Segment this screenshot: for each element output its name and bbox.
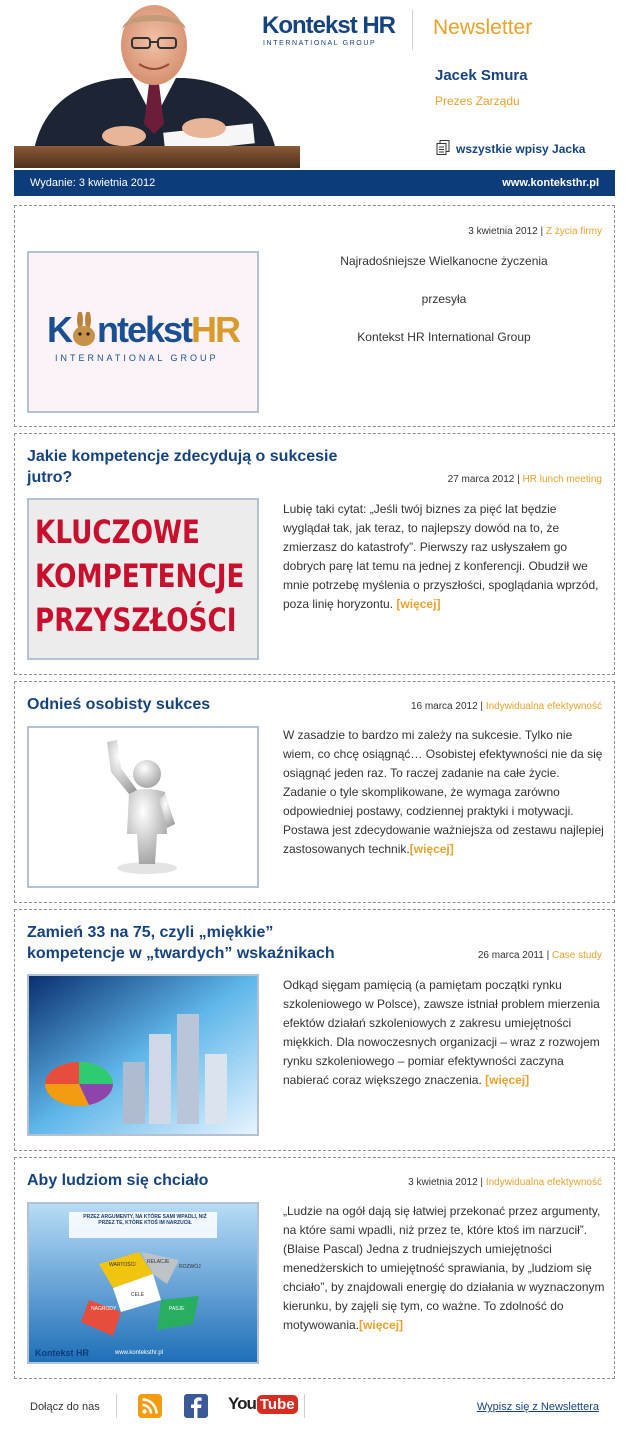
article-meta: 27 marca 2012 | HR lunch meeting bbox=[447, 474, 602, 485]
author-name: Jacek Smura bbox=[435, 67, 528, 84]
newsletter-header bbox=[0, 0, 629, 168]
logo-subtitle: INTERNATIONAL GROUP bbox=[55, 353, 219, 363]
article-excerpt bbox=[283, 976, 605, 1090]
article-title[interactable]: Zamień 33 na 75, czyli „miękkie” kompetencje w „twardych” wskaźnikach bbox=[27, 924, 335, 962]
article-soft-skills bbox=[14, 909, 615, 1151]
all-posts-link[interactable] bbox=[436, 140, 585, 158]
poster-site: www.konteksthr.pl bbox=[115, 1350, 164, 1356]
article-category[interactable]: Indywidualna efektywność bbox=[485, 701, 602, 712]
article-motivation bbox=[14, 1157, 615, 1379]
article-excerpt bbox=[283, 726, 605, 859]
greeting-line-1: Najradośniejsze Wielkanocne życzenia bbox=[340, 254, 548, 268]
poster-label-6: ROZWÓJ bbox=[179, 1264, 201, 1270]
article-date: 3 kwietnia 2012 bbox=[408, 1177, 478, 1188]
image-line-2: KOMPETENCJE bbox=[35, 557, 245, 595]
youtube-tube: Tube bbox=[257, 1395, 298, 1414]
facebook-icon[interactable] bbox=[184, 1394, 208, 1423]
author-role: Prezes Zarządu bbox=[435, 94, 520, 108]
read-more-link[interactable]: [więcej] bbox=[359, 1318, 404, 1332]
article-image[interactable] bbox=[27, 726, 259, 888]
edition-bar bbox=[14, 170, 615, 196]
article-meta: 3 kwietnia 2012 | Indywidualna efektywność bbox=[408, 1177, 602, 1188]
greeting-line-2: przesyła bbox=[421, 292, 467, 306]
article-category[interactable]: Indywidualna efektywność bbox=[485, 1177, 602, 1188]
motivation-poster-icon bbox=[29, 1204, 257, 1362]
article-excerpt bbox=[283, 500, 605, 614]
article-body: Lubię taki cytat: „Jeśli twój biznes za pięć lat będzie wyglądał tak, jak teraz, to najlepszy dowód na to, że zmierzasz do katastrofy”. Pierwszy raz usłyszałem go dobrych parę lat temu na jednej z konferencji. Obudził we mnie potrzebę myślenia o przyszłości, spoglądania wprzód, poza linię horyzontu. bbox=[283, 502, 599, 611]
footer-divider bbox=[116, 1394, 117, 1418]
read-more-link[interactable]: [więcej] bbox=[396, 597, 441, 611]
poster-quote: PRZEZ ARGUMENTY, NA KTÓRE SAMI WPADLI, NIŻ PRZEZ TE, KTÓRE KTOŚ IM NARZUCIŁ bbox=[83, 1214, 207, 1226]
article-title[interactable]: Jakie kompetencje zdecydują o sukcesie jutro? bbox=[27, 448, 338, 486]
documents-icon bbox=[436, 140, 450, 158]
article-category[interactable]: HR lunch meeting bbox=[522, 474, 602, 485]
youtube-you: You bbox=[228, 1394, 256, 1413]
article-excerpt bbox=[283, 1202, 605, 1335]
poster-label-3: CELE bbox=[131, 1292, 145, 1298]
logo-hr: HR bbox=[191, 309, 240, 350]
article-image[interactable] bbox=[27, 498, 259, 660]
website-link[interactable]: www.konteksthr.pl bbox=[502, 177, 599, 189]
logo-k: K bbox=[47, 309, 71, 350]
join-us-label: Dołącz do nas bbox=[30, 1401, 100, 1413]
article-image[interactable] bbox=[27, 1202, 259, 1364]
all-posts-label[interactable]: wszystkie wpisy Jacka bbox=[456, 142, 586, 156]
article-meta: 26 marca 2011 | Case study bbox=[477, 950, 602, 961]
article-date: 27 marca 2012 bbox=[447, 474, 515, 485]
poster-label-5: PASJE bbox=[169, 1306, 185, 1312]
footer-divider bbox=[304, 1394, 305, 1418]
article-meta: 16 marca 2012 | Indywidualna efektywność bbox=[410, 701, 602, 712]
brand-tagline: INTERNATIONAL GROUP bbox=[263, 40, 377, 47]
article-date: 16 marca 2012 bbox=[410, 701, 478, 712]
article-category[interactable]: Z życia firmy bbox=[545, 226, 602, 237]
article-body: „Ludzie na ogół dają się łatwiej przekonać przez argumenty, na które sami wpadli, niż przez te, które ktoś im narzucił”. (Blaise Pascal) Jedna z trudniejszych umiejętności menedżerskich to umiejętność sprawiania, by „ludziom się chciało”, by znajdowali energię do działania w wyznaczonym kierunku, by zajęli się tym, co ważne. To zdolność do motywowania. bbox=[283, 1204, 605, 1332]
read-more-link[interactable]: [więcej] bbox=[409, 842, 454, 856]
article-date: 26 marca 2011 bbox=[477, 950, 544, 961]
poster-label-4: NAGRODY bbox=[91, 1306, 117, 1312]
logo-ntekst: ntekst bbox=[97, 309, 192, 350]
newsletter-label: Newsletter bbox=[433, 16, 533, 39]
poster-brand: Kontekst HR bbox=[35, 1348, 90, 1358]
article-personal-success bbox=[14, 681, 615, 903]
article-meta: 3 kwietnia 2012 | Z życia firmy bbox=[468, 226, 602, 237]
figure-raising-hand-icon bbox=[29, 728, 257, 886]
article-image[interactable] bbox=[27, 251, 259, 413]
edition-date: Wydanie: 3 kwietnia 2012 bbox=[30, 177, 156, 189]
poster-label-2: RELACJE bbox=[147, 1259, 170, 1265]
article-category[interactable]: Case study bbox=[551, 950, 602, 961]
newsletter-footer bbox=[14, 1390, 615, 1426]
article-date: 3 kwietnia 2012 bbox=[468, 226, 538, 237]
business-chart-icon bbox=[29, 976, 257, 1134]
image-line-1: KLUCZOWE bbox=[35, 513, 200, 551]
image-line-3: PRZYSZŁOŚCI bbox=[35, 601, 237, 639]
poster-label-1: WARTOŚCI bbox=[109, 1262, 136, 1268]
article-image[interactable] bbox=[27, 974, 259, 1136]
article-body: Odkąd sięgam pamięcią (a pamiętam początki rynku szkoleniowego w Polsce), zawsze istniał problem mierzenia efektów działań szkoleniowych z zakresu umiejętności miękkich. Dla nowoczesnych organizacji – wraz z rozwojem rynku szkoleniowego – pomiar efektywności zaczyna nabierać coraz większego znaczenia. bbox=[283, 978, 600, 1087]
brand-logo: Kontekst HR bbox=[262, 12, 396, 39]
youtube-icon[interactable] bbox=[228, 1394, 298, 1414]
header-divider bbox=[412, 10, 413, 50]
article-title[interactable]: Odnieś osobisty sukces bbox=[27, 696, 211, 713]
bunny-icon bbox=[71, 312, 97, 342]
author-photo bbox=[14, 0, 300, 168]
article-competencies bbox=[14, 433, 615, 675]
article-easter bbox=[14, 205, 615, 427]
article-body: W zasadzie to bardzo mi zależy na sukcesie. Tylko nie wiem, co chcę osiągnąć… Osobistej efektywności nie da się osiągnąć jeden raz. To raczej zadanie na całe życie. Zadanie o tyle skomplikowane, że wymaga zarówno odpowiedniej postawy, codziennej praktyki i motywacji. Postawa jest zdecydowanie ważniejsza od zestawu najlepiej zastosowanych technik. bbox=[283, 728, 604, 856]
read-more-link[interactable]: [więcej] bbox=[485, 1073, 530, 1087]
rss-icon[interactable] bbox=[138, 1394, 162, 1423]
greeting-line-3: Kontekst HR International Group bbox=[357, 330, 531, 344]
unsubscribe-link[interactable]: Wypisz się z Newslettera bbox=[476, 1401, 599, 1413]
article-title[interactable]: Aby ludziom się chciało bbox=[27, 1172, 209, 1189]
